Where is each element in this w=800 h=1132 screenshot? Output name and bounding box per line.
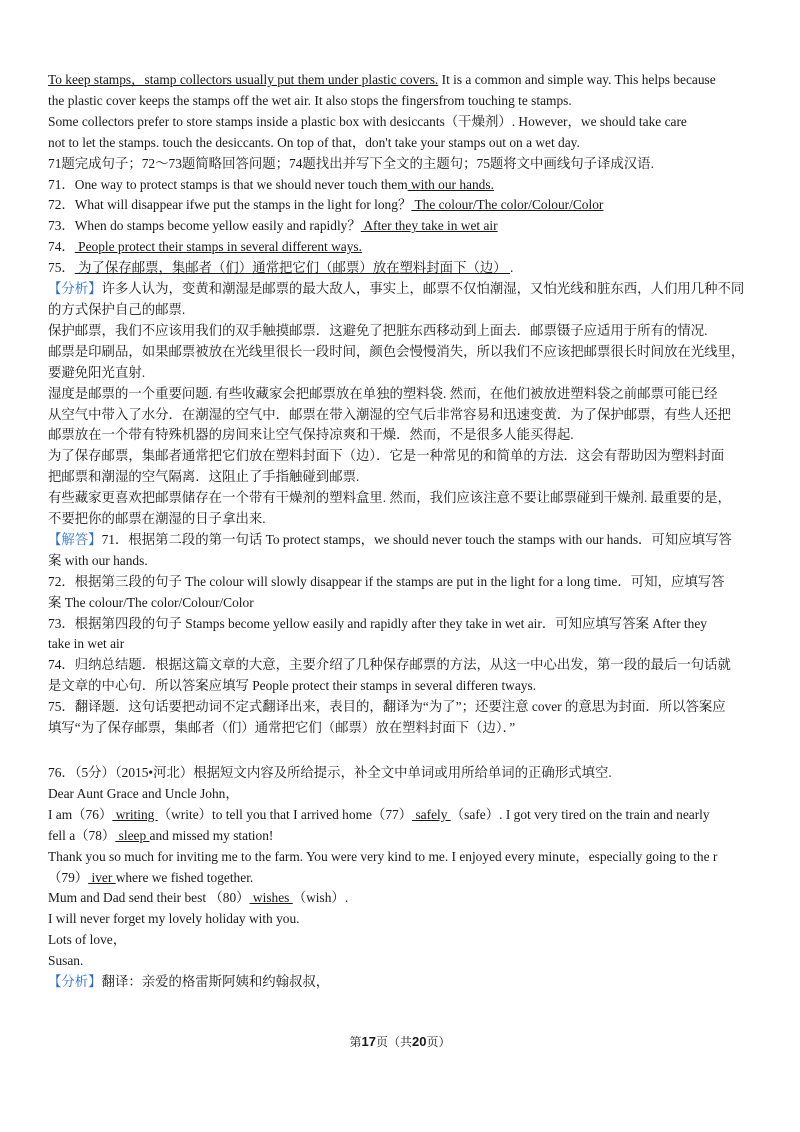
question-72: 72．What will disappear ifwe put the stamps in the light for long？ The colour/The color/Colour/Color bbox=[48, 197, 604, 213]
question-73: 73．When do stamps become yellow easily and rapidly？ After they take in wet air bbox=[48, 218, 498, 234]
answer-blank-80: wishes bbox=[249, 890, 293, 906]
question-76-header: 76．（5分）（2015•河北）根据短文内容及所给提示，补全文中单词或用所给单词的正确形式填空. bbox=[48, 765, 612, 780]
page-footer: 第17页（共20页） bbox=[349, 1034, 451, 1049]
passage-line: the plastic cover keeps the stamps off the wet air. It also stops the fingersfrom touching te stamps. bbox=[48, 92, 572, 108]
page-number: 17 bbox=[361, 1034, 376, 1049]
analysis-line: 【分析】许多人认为，变黄和潮湿是邮票的最大敌人，事实上，邮票不仅怕潮湿，又怕光线和脏东西，人们用几种不同 bbox=[48, 281, 745, 297]
letter-line: fell a（78） sleep and missed my station! bbox=[48, 827, 274, 843]
letter-signature: Susan. bbox=[48, 953, 84, 969]
passage-line: To keep stamps，stamp collectors usually put them under plastic covers. It is a common and simple way. This helps because bbox=[48, 72, 716, 87]
solution-line: 73．根据第四段的句子 Stamps become yellow easily and rapidly after they take in wet air．可知应填写答案 After they bbox=[48, 615, 707, 631]
answer-blank: with our hands. bbox=[407, 176, 494, 192]
letter-line: Thank you so much for inviting me to the farm. You were very kind to me. I enjoyed every minute，especially going to the r bbox=[48, 848, 718, 864]
answer-blank-78: sleep bbox=[115, 827, 150, 843]
analysis-line: 有些藏家更喜欢把邮票储存在一个带有干燥剂的塑料盒里. 然而，我们应该注意不要让邮票碰到干燥剂. 最重要的是， bbox=[48, 490, 731, 506]
solution-tag: 【解答】 bbox=[48, 531, 102, 547]
analysis-line: 把邮票和潮湿的空气隔离．这阻止了手指触碰到邮票. bbox=[48, 469, 360, 485]
solution-line: 是文章的中心句．所以答案应填写 People protect their stamps in several differen tways. bbox=[48, 678, 537, 694]
question-74: 74． People protect their stamps in several different ways. bbox=[48, 239, 362, 255]
passage-line: Some collectors prefer to store stamps inside a plastic box with desiccants（干燥剂）. However，we should take care bbox=[48, 113, 687, 129]
letter-line: Mum and Dad send their best （80） wishes （wish）. bbox=[48, 890, 349, 906]
letter-line: （79） iver where we fished together. bbox=[48, 869, 254, 885]
page-total: 20 bbox=[412, 1034, 427, 1049]
solution-line: 72．根据第三段的句子 The colour will slowly disappear if the stamps are put in the light for a long time．可知，应填写答 bbox=[48, 573, 725, 589]
solution-line: 案 with our hands. bbox=[48, 552, 148, 568]
letter-line: I will never forget my lovely holiday with you. bbox=[48, 911, 300, 927]
passage-line: not to let the stamps. touch the desiccants. On top of that，don't take your stamps out on a wet day. bbox=[48, 134, 580, 150]
document-page bbox=[48, 70, 760, 993]
solution-line: take in wet air bbox=[48, 636, 125, 652]
analysis-line: 湿度是邮票的一个重要问题. 有些收藏家会把邮票放在单独的塑料袋. 然而，在他们被放进塑料袋之前邮票可能已经 bbox=[48, 385, 718, 401]
instructions: 71题完成句子；72～73题简略回答问题；74题找出并写下全文的主题句；75题将文中画线句子译成汉语. bbox=[48, 155, 654, 171]
letter-closing: Lots of love， bbox=[48, 932, 127, 948]
solution-line: 案 The colour/The color/Colour/Color bbox=[48, 594, 254, 610]
analysis-line: 不要把你的邮票在潮湿的日子拿出来. bbox=[48, 511, 266, 527]
underlined-sentence: To keep stamps，stamp collectors usually put them under plastic covers. bbox=[48, 72, 439, 87]
answer-blank-76: writing bbox=[112, 806, 158, 822]
letter-greeting: Dear Aunt Grace and Uncle John， bbox=[48, 785, 239, 801]
analysis-line: 保护邮票，我们不应该用我们的双手触摸邮票．这避免了把脏东西移动到上面去．邮票镊子应适用于所有的情况. bbox=[48, 322, 708, 338]
answer-blank: People protect their stamps in several different ways. bbox=[74, 239, 362, 255]
analysis-tag: 【分析】 bbox=[48, 281, 102, 297]
solution-line: 【解答】71．根据第二段的第一句话 To protect stamps，we should never touch the stamps with our hands．可知应填写答 bbox=[48, 531, 732, 547]
analysis-line: 从空气中带入了水分．在潮湿的空气中．邮票在带入潮湿的空气后非常容易和迅速变黄．为了保护邮票，有些人还把 bbox=[48, 406, 731, 422]
answer-blank: After they take in wet air bbox=[360, 218, 498, 234]
answer-blank: 为了保存邮票，集邮者（们）通常把它们（邮票）放在塑料封面下（边） bbox=[74, 260, 510, 276]
solution-line: 填写“为了保存邮票，集邮者（们）通常把它们（邮票）放在塑料封面下（边）．” bbox=[48, 720, 516, 736]
letter-line: I am（76） writing （write）to tell you that I arrived home（77） safely （safe）. I got very tired on the train and nearly bbox=[48, 806, 710, 822]
solution-line: 74．归纳总结题．根据这篇文章的大意，主要介绍了几种保存邮票的方法，从这一中心出发，第一段的最后一句话就 bbox=[48, 657, 731, 673]
analysis-line: 的方式保护自己的邮票. bbox=[48, 301, 186, 317]
question-75: 75． 为了保存邮票，集邮者（们）通常把它们（邮票）放在塑料封面下（边） . bbox=[48, 260, 514, 276]
analysis-tag: 【分析】 bbox=[48, 974, 102, 990]
analysis-line: 要避免阳光直射. bbox=[48, 364, 146, 380]
analysis-line: 【分析】翻译：亲爱的格雷斯阿姨和约翰叔叔， bbox=[48, 974, 330, 990]
answer-blank-79: iver bbox=[88, 869, 116, 885]
answer-blank: The colour/The color/Colour/Color bbox=[411, 197, 604, 213]
solution-line: 75．翻译题．这句话要把动词不定式翻译出来，表目的，翻译为“为了”；还要注意 cover 的意思为封面．所以答案应 bbox=[48, 699, 726, 715]
analysis-line: 邮票放在一个带有特殊机器的房间来让空气保持凉爽和干燥．然而，不是很多人能买得起. bbox=[48, 427, 574, 443]
analysis-line: 邮票是印刷品，如果邮票被放在光线里很长一段时间，颜色会慢慢消失，所以我们不应该把邮票很长时间放在光线里， bbox=[48, 343, 745, 359]
answer-blank-77: safely bbox=[412, 806, 451, 822]
analysis-line: 为了保存邮票，集邮者通常把它们放在塑料封面下（边）．它是一种常见的和简单的方法．这会有帮助因为塑料封面 bbox=[48, 448, 725, 464]
question-71: 71．One way to protect stamps is that we should never touch them with our hands. bbox=[48, 176, 494, 192]
section-spacer bbox=[48, 739, 760, 763]
